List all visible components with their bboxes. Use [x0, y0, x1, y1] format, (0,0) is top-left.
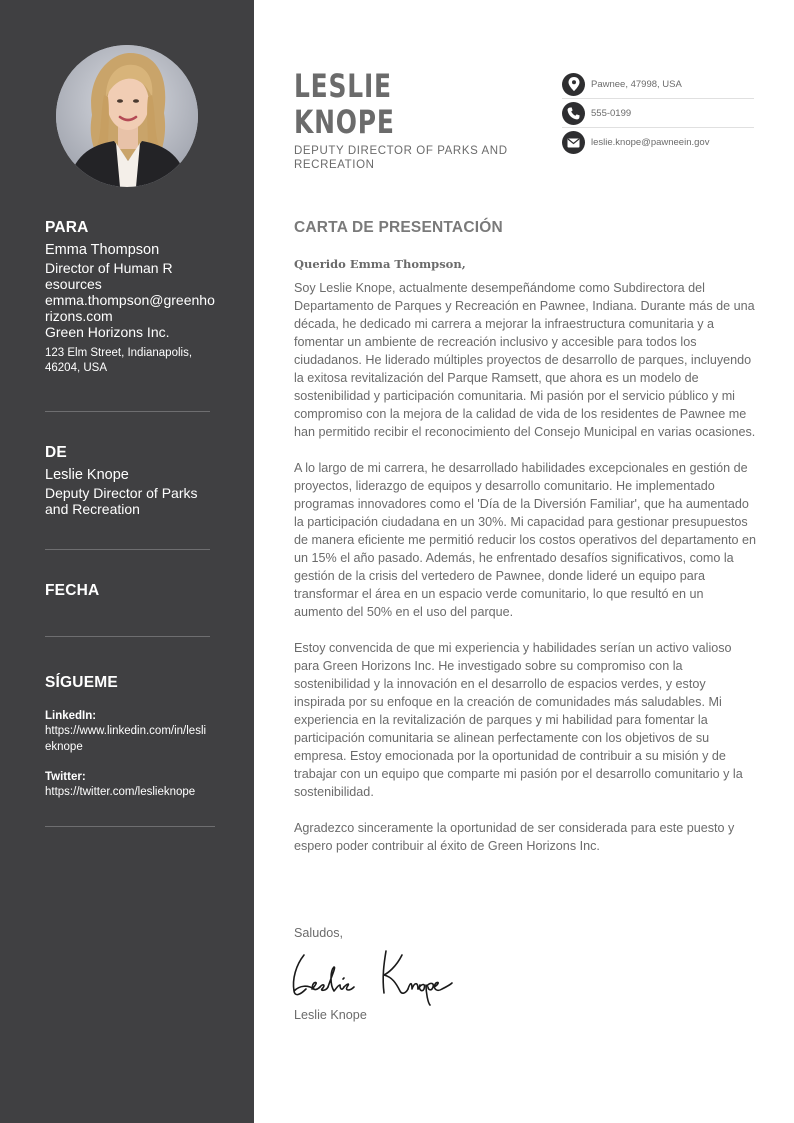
recipient-address: 123 Elm Street, Indianapolis, 46204, USA	[45, 347, 193, 374]
letter-paragraph: Agradezco sinceramente la oportunidad de ser considerada para este puesto y espero poder contribuir al éxito de Green Horizons Inc.	[294, 821, 735, 853]
letter-closing: Saludos,	[294, 926, 344, 940]
contact-phone-text: 555-0199	[591, 107, 632, 119]
profile-photo	[56, 45, 198, 187]
envelope-icon	[562, 131, 585, 154]
letter-paragraph: Estoy convencida de que mi experiencia y habilidades serían un activo valioso para Green Horizons Inc. He investigado sobre su compromiso con la sostenibilidad y la innovación en el desarrollo de espacios verdes, y estoy inspirada por su enfoque en la creación de comunidades más saludables. Mi experiencia en la revitalización de parques y mi habilidad para fomentar la participación comunitaria se alinean perfectamente con los objetivos de su empresa. Estoy emocionada por la oportunidad de contribuir a su misión y de trabajar con un equipo que comparte mi pasión por el desarrollo comunitario y la sostenibilidad.	[294, 641, 743, 799]
social-section	[45, 674, 215, 800]
letter-body	[294, 279, 756, 873]
recipient-heading: PARA	[45, 219, 89, 236]
letter-salutation: Querido Emma Thompson,	[294, 257, 466, 271]
first-name: LESLIE	[294, 67, 392, 105]
handwritten-signature	[290, 945, 465, 1012]
recipient-section	[45, 219, 215, 376]
recipient-company: Green Horizons Inc.	[45, 324, 170, 340]
recipient-name: Emma Thompson	[45, 242, 160, 258]
sidebar-divider	[45, 636, 210, 637]
applicant-job-title: DEPUTY DIRECTOR OF PARKS AND RECREATION	[294, 145, 508, 171]
date-heading: FECHA	[45, 582, 100, 599]
sender-title: Deputy Director of Parks and Recreation	[45, 485, 198, 517]
social-heading: SÍGUEME	[45, 674, 118, 691]
last-name: KNOPE	[294, 103, 395, 141]
sender-name: Leslie Knope	[45, 467, 129, 483]
contact-phone	[562, 99, 754, 128]
date-section	[45, 582, 215, 600]
location-pin-icon	[562, 73, 585, 96]
applicant-name	[294, 68, 395, 140]
contact-email-text[interactable]: leslie.knope@pawneein.gov	[591, 137, 710, 148]
sidebar-divider	[45, 549, 210, 550]
sidebar	[0, 0, 254, 1123]
letter-paragraph: A lo largo de mi carrera, he desarrollado habilidades excepcionales en gestión de proyectos, liderazgo de equipos y desarrollo comunitario. He implementado programas innovadores como el 'Día de la Diversión Familiar', que ha aumentado la participación ciudadana en un 30%. Mi capacidad para gestionar presupuestos de manera eficiente me permitió reducir los costos operativos del departamento en un 15% el año pasado. Además, he enfrentado desafíos significativos, como la gestión de la crisis del vertedero de Pawnee, donde lideré un equipo para transformar el área en un espacio verde comunitario, lo que resultó en un aumento del 50% en el uso del parque.	[294, 461, 757, 619]
contact-location-text: Pawnee, 47998, USA	[591, 78, 682, 90]
contact-location	[562, 70, 754, 99]
sidebar-divider	[45, 411, 210, 412]
sender-heading: DE	[45, 444, 67, 461]
phone-icon	[562, 102, 585, 125]
contact-email	[562, 128, 754, 157]
letter-paragraph: Soy Leslie Knope, actualmente desempeñándome como Subdirectora del Departamento de Parques y Recreación en Pawnee, Indiana. Durante más de una década, he dedicado mi carrera a mejorar la infraestructura comunitaria y a fomentar un ambiente de recreación inclusivo y accesible para todos los ciudadanos. He liderado múltiples proyectos de desarrollo de parques, incluyendo la exitosa revitalización del Parque Ramsett, que ahora es un modelo de sostenibilidad y participación comunitaria. Mi pasión por el servicio público y mi compromiso con la mejora de la calidad de vida de los residentes de Pawnee me han permitido recibir el reconocimiento del Consejo Municipal en varias ocasiones.	[294, 281, 756, 439]
letter-title: CARTA DE PRESENTACIÓN	[294, 219, 503, 236]
twitter-link[interactable]: https://twitter.com/leslieknope	[45, 786, 196, 798]
sidebar-divider	[45, 826, 215, 827]
signer-name: Leslie Knope	[294, 1008, 367, 1022]
linkedin-link[interactable]: https://www.linkedin.com/in/leslieknope	[45, 725, 207, 753]
recipient-email[interactable]: emma.thompson@greenhorizons.com	[45, 292, 215, 324]
twitter-label: Twitter:	[45, 771, 86, 783]
recipient-title: Director of Human Resources	[45, 260, 173, 292]
sender-section	[45, 444, 215, 517]
linkedin-label: LinkedIn:	[45, 710, 97, 722]
